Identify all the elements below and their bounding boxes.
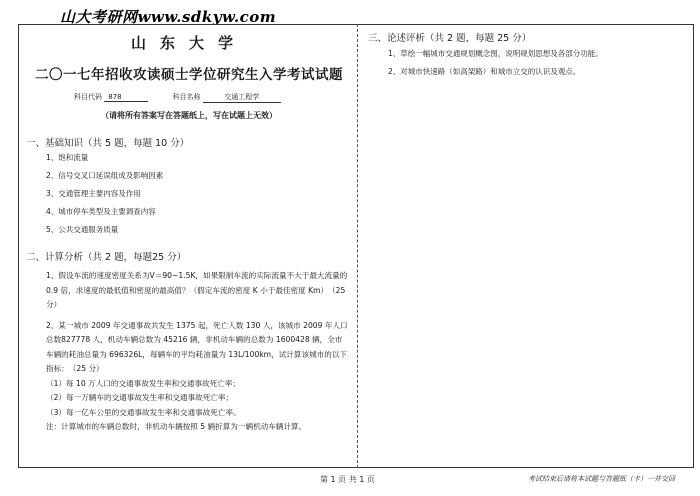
- section-discussion-title: 三、论述评析（共 2 题，每题 25 分）: [368, 33, 532, 44]
- question-item: 2、对城市快速路（如高架路）和城市立交的认识及观点。: [388, 67, 581, 76]
- calc-subquestion: （3）每一亿车公里的交通事故发生率和交通事故死亡率。: [46, 407, 241, 417]
- exam-meta: [26, 92, 352, 103]
- question-item: 1、草绘一幅城市交通规划概念图，说明规划思想及各部分功能。: [388, 49, 603, 58]
- section-calculation-title: 二、计算分析（共 2 题，每题25 分）: [26, 252, 187, 263]
- calc-question-1: 1、假设车流的速度密度关系为V＝90−1.5K，如果限制车流的实际流量不大于最大流量的 0.9 倍，求速度的最低值和密度的最高值？（假定车流的密度 K 小于最佳密度 Km） （25 分）: [46, 271, 348, 309]
- footer-note: 考试结束后请将本试题与答题纸（卡）一并交回: [528, 475, 675, 483]
- page-number: 第 1 页 共 1 页: [320, 475, 375, 484]
- exam-notice: （请将所有答案写在答题纸上，写在试题上无效）: [101, 111, 277, 120]
- left-column: [26, 28, 352, 435]
- subject-value: 交通工程学: [203, 92, 281, 103]
- right-column: [368, 28, 688, 80]
- calc-subquestion: （2）每一万辆车的交通事故发生率和交通事故死亡率；: [46, 393, 234, 402]
- column-divider: [357, 24, 358, 468]
- question-item: 3、交通管理主要内容及作用: [46, 189, 141, 198]
- code-value: 878: [104, 93, 148, 102]
- code-label: 科目代码: [74, 93, 102, 101]
- section-basic-knowledge-title: 一、基础知识（共 5 题，每题 10 分）: [26, 138, 190, 149]
- exam-title: 二〇一七年招收攻读硕士学位研究生入学考试试题: [35, 67, 343, 83]
- calc-question-2: 2、某一城市 2009 年交通事故共发生 1375 起，死亡人数 130 人，该城市 2009 年人口总数827778 人，机动车辆总数为 45216 辆，非机动车辆的总数为 1600428 辆，全市车辆的耗油总量为 696326L，每辆车的平均耗油量为 13L/100km，试计算该城市的以下指标： （25 分）: [46, 320, 348, 373]
- watermark: 山大考研网www.sdkyw.com: [60, 8, 277, 26]
- question-item: 2、信号交叉口延误组成及影响因素: [46, 171, 164, 180]
- question-item: 5、公共交通服务质量: [46, 225, 119, 234]
- calc-subquestion: （1）每 10 万人口的交通事故发生率和交通事故死亡率；: [46, 378, 240, 388]
- calc-note: 注：计算城市的车辆总数时，非机动车辆按照 5 辆折算为一辆机动车辆计算。: [46, 422, 307, 431]
- question-item: 4、城市停车类型及主要调查内容: [46, 207, 156, 216]
- school-name: 山东大学: [130, 34, 247, 52]
- question-item: 1、饱和流量: [46, 153, 89, 162]
- subject-label: 科目名称: [172, 93, 201, 101]
